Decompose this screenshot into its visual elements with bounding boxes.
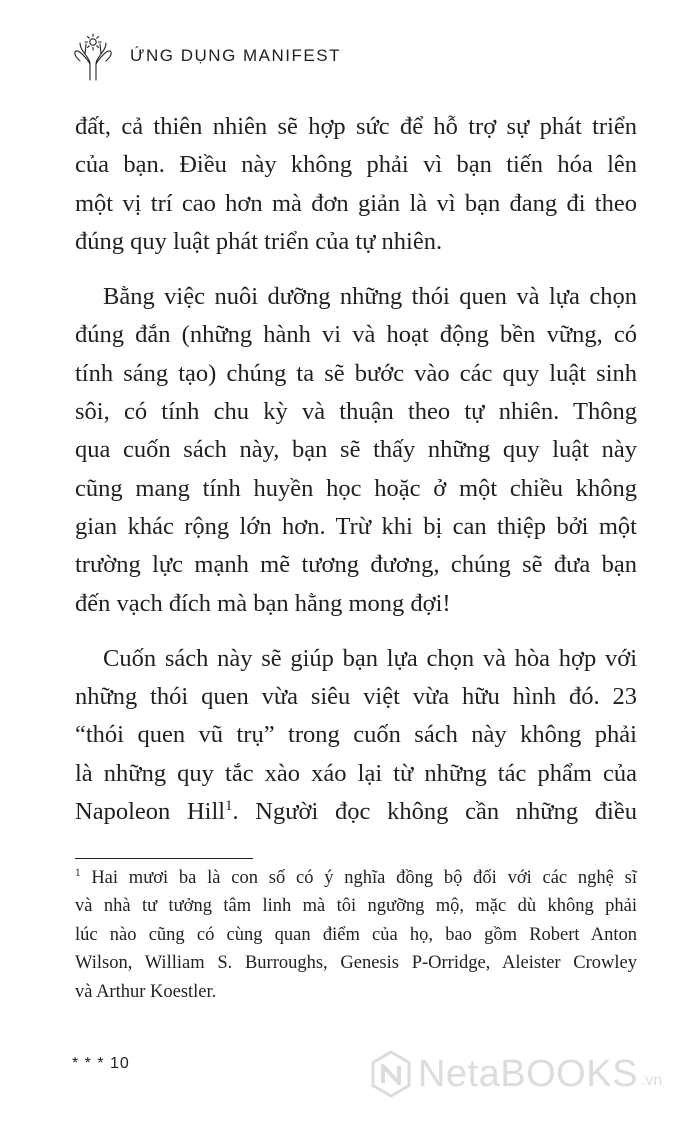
star-ornament: * * * <box>72 1055 105 1072</box>
text-line: đến vạch đích mà bạn hằng mong đợi! <box>75 589 451 617</box>
body-text <box>75 108 637 848</box>
page-number: 10 <box>110 1055 130 1072</box>
text-line: gian khác rộng lớn hơn. Trừ khi bị can thiệp bởi một <box>75 512 637 540</box>
text-line: đúng đắn (những hành vi và hoạt động bền vững, có <box>75 321 637 349</box>
netabooks-logo-icon <box>370 1050 412 1098</box>
text-fragment: Hai mươi ba là con số có ý nghĩa đồng bộ đối với các nghệ sĩ <box>80 868 637 888</box>
text-line: những thói quen vừa siêu việt vừa hữu hình đó. 23 <box>75 683 637 711</box>
text-line: đất, cả thiên nhiên sẽ hợp sức để hỗ trợ sự phát triển <box>75 113 637 140</box>
text-line: qua cuốn sách này, bạn sẽ thấy những quy luật này <box>75 436 637 464</box>
text-line: “thói quen vũ trụ” trong cuốn sách này không phải <box>75 721 637 749</box>
watermark-suffix: .vn <box>640 1072 663 1089</box>
watermark-text: NetaBOOKS <box>418 1052 638 1095</box>
text-line: Bằng việc nuôi dưỡng những thói quen và lựa chọn <box>103 283 637 311</box>
paragraph-1 <box>75 108 637 261</box>
text-line: sôi, có tính chu kỳ và thuận theo tự nhiên. Thông <box>75 398 637 426</box>
text-line: một vị trí cao hơn mà đơn giản là vì bạn đang đi theo <box>75 189 637 217</box>
text-line: của bạn. Điều này không phải vì bạn tiến hóa lên <box>75 151 637 179</box>
footnote-divider <box>75 858 253 859</box>
text-fragment: Napoleon Hill <box>75 798 226 826</box>
text-line: đúng quy luật phát triển của tự nhiên. <box>75 227 443 255</box>
text-line: Cuốn sách này sẽ giúp bạn lựa chọn và hòa hợp với <box>103 644 637 672</box>
footnote-line <box>75 864 637 892</box>
text-line: trường lực mạnh mẽ tương đương, chúng sẽ đưa bạn <box>75 551 637 579</box>
footnote-line: và nhà tư tưởng tâm linh mà tôi ngưỡng mộ, mặc dù không phải <box>75 896 637 917</box>
footnote <box>75 864 637 1006</box>
paragraph-3 <box>75 640 637 831</box>
footnote-marker: 1 <box>75 866 81 879</box>
text-fragment: . Người đọc không cần những điều <box>232 798 637 826</box>
watermark <box>370 1050 662 1098</box>
page-footer <box>72 1055 130 1073</box>
praying-hands-icon <box>70 30 116 82</box>
running-header <box>70 30 341 82</box>
footnote-line: và Arthur Koestler. <box>75 981 217 1002</box>
text-line: cũng mang tính huyền học hoặc ở một chiều không <box>75 474 637 502</box>
text-line <box>75 793 637 831</box>
running-header-title: ỨNG DỤNG MANIFEST <box>130 46 341 65</box>
footnote-line: Wilson, William S. Burroughs, Genesis P-Orridge, Aleister Crowley <box>75 953 637 974</box>
text-line: tính sáng tạo) chúng ta sẽ bước vào các quy luật sinh <box>75 359 637 387</box>
text-line: là những quy tắc xào xáo lại từ những tác phẩm của <box>75 759 637 787</box>
paragraph-2 <box>75 278 637 623</box>
footnote-ref[interactable]: 1 <box>225 797 233 814</box>
footnote-line: lúc nào cũng có cùng quan điểm của họ, bao gồm Robert Anton <box>75 924 637 945</box>
